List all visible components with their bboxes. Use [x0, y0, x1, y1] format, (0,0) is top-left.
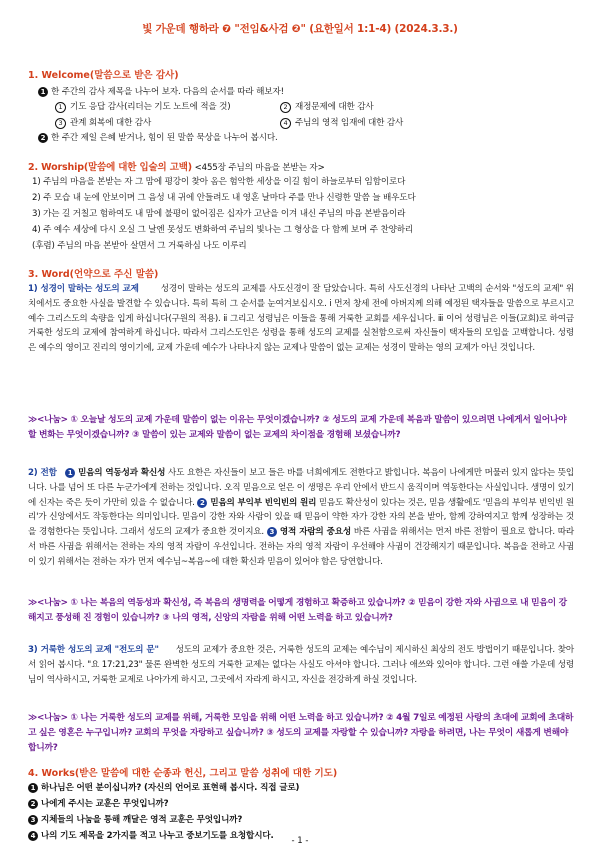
share-question-3: ≫<나눔> ① 나는 거룩한 성도의 교제를 위해, 거룩한 모임을 위해 어떤 노력을 하고 있습니까? ② 4월 7일로 예정된 사랑의 초대에 교회에 초대하고 싶은 영혼은 누구입니까? 교회의 무엇을 자랑하고 싶습니까? ③ 성도의 교제를 자랑할 수 있습니까? 자랑을 하려면, 나는 무엇이 새롭게 변해야 합니까?: [28, 713, 574, 753]
welcome-item-1: [38, 85, 284, 97]
welcome-option-2-text: 재정문제에 대한 감사: [295, 102, 374, 112]
welcome-item-2: [38, 131, 278, 143]
welcome-option-1-text: 기도 응답 감사(리더는 기도 노트에 적을 것): [70, 102, 231, 112]
hymn-refrain: (후렴) 주님의 마음 본받아 살면서 그 거룩하심 나도 이루리: [32, 241, 247, 251]
circled-4-icon: 4: [280, 118, 291, 129]
welcome-option-4: [280, 116, 403, 129]
page-number: - 1 -: [291, 836, 309, 846]
works-item-2: [28, 797, 168, 809]
welcome-option-4-text: 주님의 영적 임재에 대한 감사: [295, 118, 404, 128]
paragraph-1-title: 1) 성경이 말하는 성도의 교제: [28, 284, 139, 294]
share-question-1: ≫<나눔> ① 오늘날 성도의 교제 가운데 말씀이 없는 이유는 무엇이겠습니까? ② 성도의 교제 가운데 복음과 말씀이 있으려면 나에게서 일어나야 할 변화는 무엇이겠습니까? ③ 말씀이 있는 교제와 말씀이 없는 교제의 차이점을 경험해 보셨습니까?: [28, 415, 567, 440]
number-1-icon: 1: [38, 87, 48, 97]
works-item-2-text: 나에게 주시는 교훈은 무엇입니까?: [41, 799, 169, 809]
number-1-icon: 1: [28, 783, 38, 793]
welcome-option-3: [55, 116, 151, 129]
number-3-icon: 3: [28, 815, 38, 825]
worship-heading: 2. Worship(말씀에 대한 입술의 고백): [28, 162, 192, 173]
hymn-line-1: 1) 주님의 마음을 본받는 자 그 맘에 평강이 찾아 옴은 험악한 세상을 이길 힘이 하늘로부터 임함이로다: [32, 177, 406, 187]
welcome-option-1: [55, 100, 230, 113]
circled-2-icon: 2: [280, 102, 291, 113]
paragraph-2-title: 2) 전함: [28, 468, 57, 478]
number-2-icon: 2: [197, 498, 207, 508]
hymn-line-3: 3) 가는 길 거칠고 험하여도 내 맘에 불평이 없어짐은 십자가 고난을 이겨 내신 주님의 마음 본받음이라: [32, 209, 406, 219]
number-3-icon: 3: [267, 527, 277, 537]
word-paragraph-3: [28, 643, 574, 687]
share-question-2: ≫<나눔> ① 나는 복음의 역동성과 확신성, 즉 복음의 생명력을 어떻게 경험하고 확증하고 있습니까? ② 믿음이 강한 자와 사귐으로 내 믿음이 강해지고 풍성해 진 경험이 있습니까? ③ 나의 영적, 신앙의 자람을 위해 어떤 노력을 하고 있습니까?: [28, 598, 567, 623]
paragraph-3-text: 성도의 교제가 중요한 것은, 거룩한 성도의 교제는 예수님이 제시하신 최상의 전도 방법이기 때문입니다. 찾아서 읽어 봅시다. "요 17:21,23" 물론 완벽한 성도의 거룩한 교제는 없다는 사실도 아셔야 합니다. 그러나 애쓰와 있어야 합니다. 그런 애쓸 가운데 성령님이 역사하시고, 거룩한 교제로 나아가게 하시고, 그곳에서 자라게 하시고, 자신을 전강하게 하실 것입니다.: [28, 645, 574, 685]
welcome-item-2-text: 한 주간 제일 은혜 받거나, 힘이 된 말씀 묵상을 나누어 봅시다.: [51, 133, 278, 143]
welcome-heading: 1. Welcome(말씀으로 받은 감사): [28, 70, 179, 81]
number-2-icon: 2: [38, 133, 48, 143]
paragraph-2-point-1: 믿음의 역동성과 확신성: [78, 468, 166, 478]
hymn-title: <455장 주님의 마음을 본받는 자>: [194, 163, 325, 173]
paragraph-2-point-3: 영적 자람의 중요성: [279, 527, 351, 538]
works-item-3: [28, 813, 242, 825]
welcome-option-3-text: 관계 회복에 대한 감사: [70, 118, 152, 128]
works-item-1: [28, 781, 299, 793]
worship-heading-row: [28, 159, 325, 173]
paragraph-2-text-3: 바른 사귐을 위해서는 먼저 바른 전함이 필요로 합니다. 따라서 바른 사귐을 위해서는 전하는 자의 영적 자람이 우선입니다. 전하는 자의 영적 자람이 우선해야 사귐이 건강해지기 때문입니다. 복음을 전하고 사귐이 있기 위해서는 전하는 자가 먼저 예수님~복음~에 대한 확신과 믿음이 있어야 함은 당연합니다.: [28, 527, 574, 567]
works-item-1-text: 하나님은 어떤 분이십니까? (자신의 언어로 표현해 봅시다. 직접 글로): [41, 783, 300, 793]
welcome-item-1-text: 한 주간의 감사 제목을 나누어 보자. 다음의 순서를 따라 해보자!: [51, 87, 284, 97]
works-item-3-text: 지체들의 나눔을 통해 깨달은 영적 교훈은 무엇입니까?: [41, 815, 243, 825]
paragraph-2-text-1: 사도 요한은 자신들이 보고 들은 바를 너희에게도 전한다고 밝힙니다. 복음이 나에게만 머물러 있지 않다는 뜻입니다. 나를 넘어 또 다른 누군가에게 전하는 것입니다. 오직 믿음으로 얻은 이 생명은 우리 안에서 반드시 움직이며 역동한다는 사실입니다. 생명이 있기에 신자는 죽은 듯이 가만히 있을 수 없습니다.: [28, 468, 574, 508]
circled-3-icon: 3: [55, 118, 66, 129]
number-2-icon: 2: [28, 799, 38, 809]
number-1-icon: 1: [65, 468, 75, 478]
word-heading: 3. Word(언약으로 주신 말씀): [28, 269, 159, 280]
word-paragraph-1: [28, 282, 574, 356]
paragraph-1-text: 성경이 말하는 성도의 교제를 사도신경이 잘 담았습니다. 특히 사도신경의 나타난 고백의 순서와 "성도의 교제" 위치에서도 중요한 사실을 발견할 수 있습니다. 특히 특히 그 순서를 눈여겨보십시오. ⅰ 먼저 창세 전에 아버지께 의해 예정된 택자들을 말씀으로 부르시고 예수 그리스도의 속량을 입게 하십니다(구원의 적용). ⅱ 그리고 성령님은 이들을 통해 거룩한 교회를 세우십니다. ⅲ 이어 성령님은 이들(교회)로 하여금 거룩한 성도의 교제에 참여하게 하십니다. 따라서 그리스도인은 성령을 통해 성도의 교제를 실천함으로써 자신들이 택자들의 모임을 고백합니다. 성령은 예수의 영이고 진리의 영이기에, 교제 가운데 예수가 나타나지 않는 교제나 말씀이 없는 교제는 성경이 말하는 영의 교제가 아닌 것입니다.: [28, 284, 574, 354]
number-4-icon: 4: [28, 831, 38, 841]
paragraph-2-point-2: 믿음의 부익부 빈익빈의 원리: [210, 497, 317, 508]
works-item-4-text: 나의 기도 제목을 2가지를 적고 나누고 중보기도를 요청합시다.: [41, 831, 274, 841]
paragraph-3-title: 3) 거룩한 성도의 교제 "전도의 문": [28, 645, 159, 655]
circled-1-icon: 1: [55, 102, 66, 113]
works-heading: 4. Works(받은 말씀에 대한 순종과 헌신, 그리고 말씀 성취에 대한 기도): [28, 768, 338, 779]
hymn-line-4: 4) 주 예수 세상에 다시 오실 그 날엔 못성도 변화하여 주님의 빛나는 그 형상을 다 함께 보며 주 찬양하리: [32, 225, 414, 235]
page-title: 빛 가운데 행하라 ❼ "전임&사검 ❷" (요한일서 1:1-4) (2024.3.3.): [142, 23, 458, 35]
paragraph-2-text-2: 믿음도 확산성이 있다는 것은, 믿음 생활에도 '믿음의 부익부 빈익빈 원리'가 신앙에서도 작동한다는 의미입니다. 믿음이 강한 자와 사람이 있을 때 믿음이 약한 자가 강한 자의 본을 받아, 함께 강하여지고 함께 성장하는 것을 경험한다는 뜻입니다. 그래서 성도의 교제가 중요한 것이지요.: [28, 497, 574, 538]
hymn-line-2: 2) 주 모습 내 눈에 안보이며 그 음성 내 귀에 안들려도 내 영혼 날마다 주를 만나 신령한 말씀 늘 배우도다: [32, 193, 416, 203]
welcome-option-2: [280, 100, 374, 113]
word-paragraph-2: [28, 466, 574, 570]
